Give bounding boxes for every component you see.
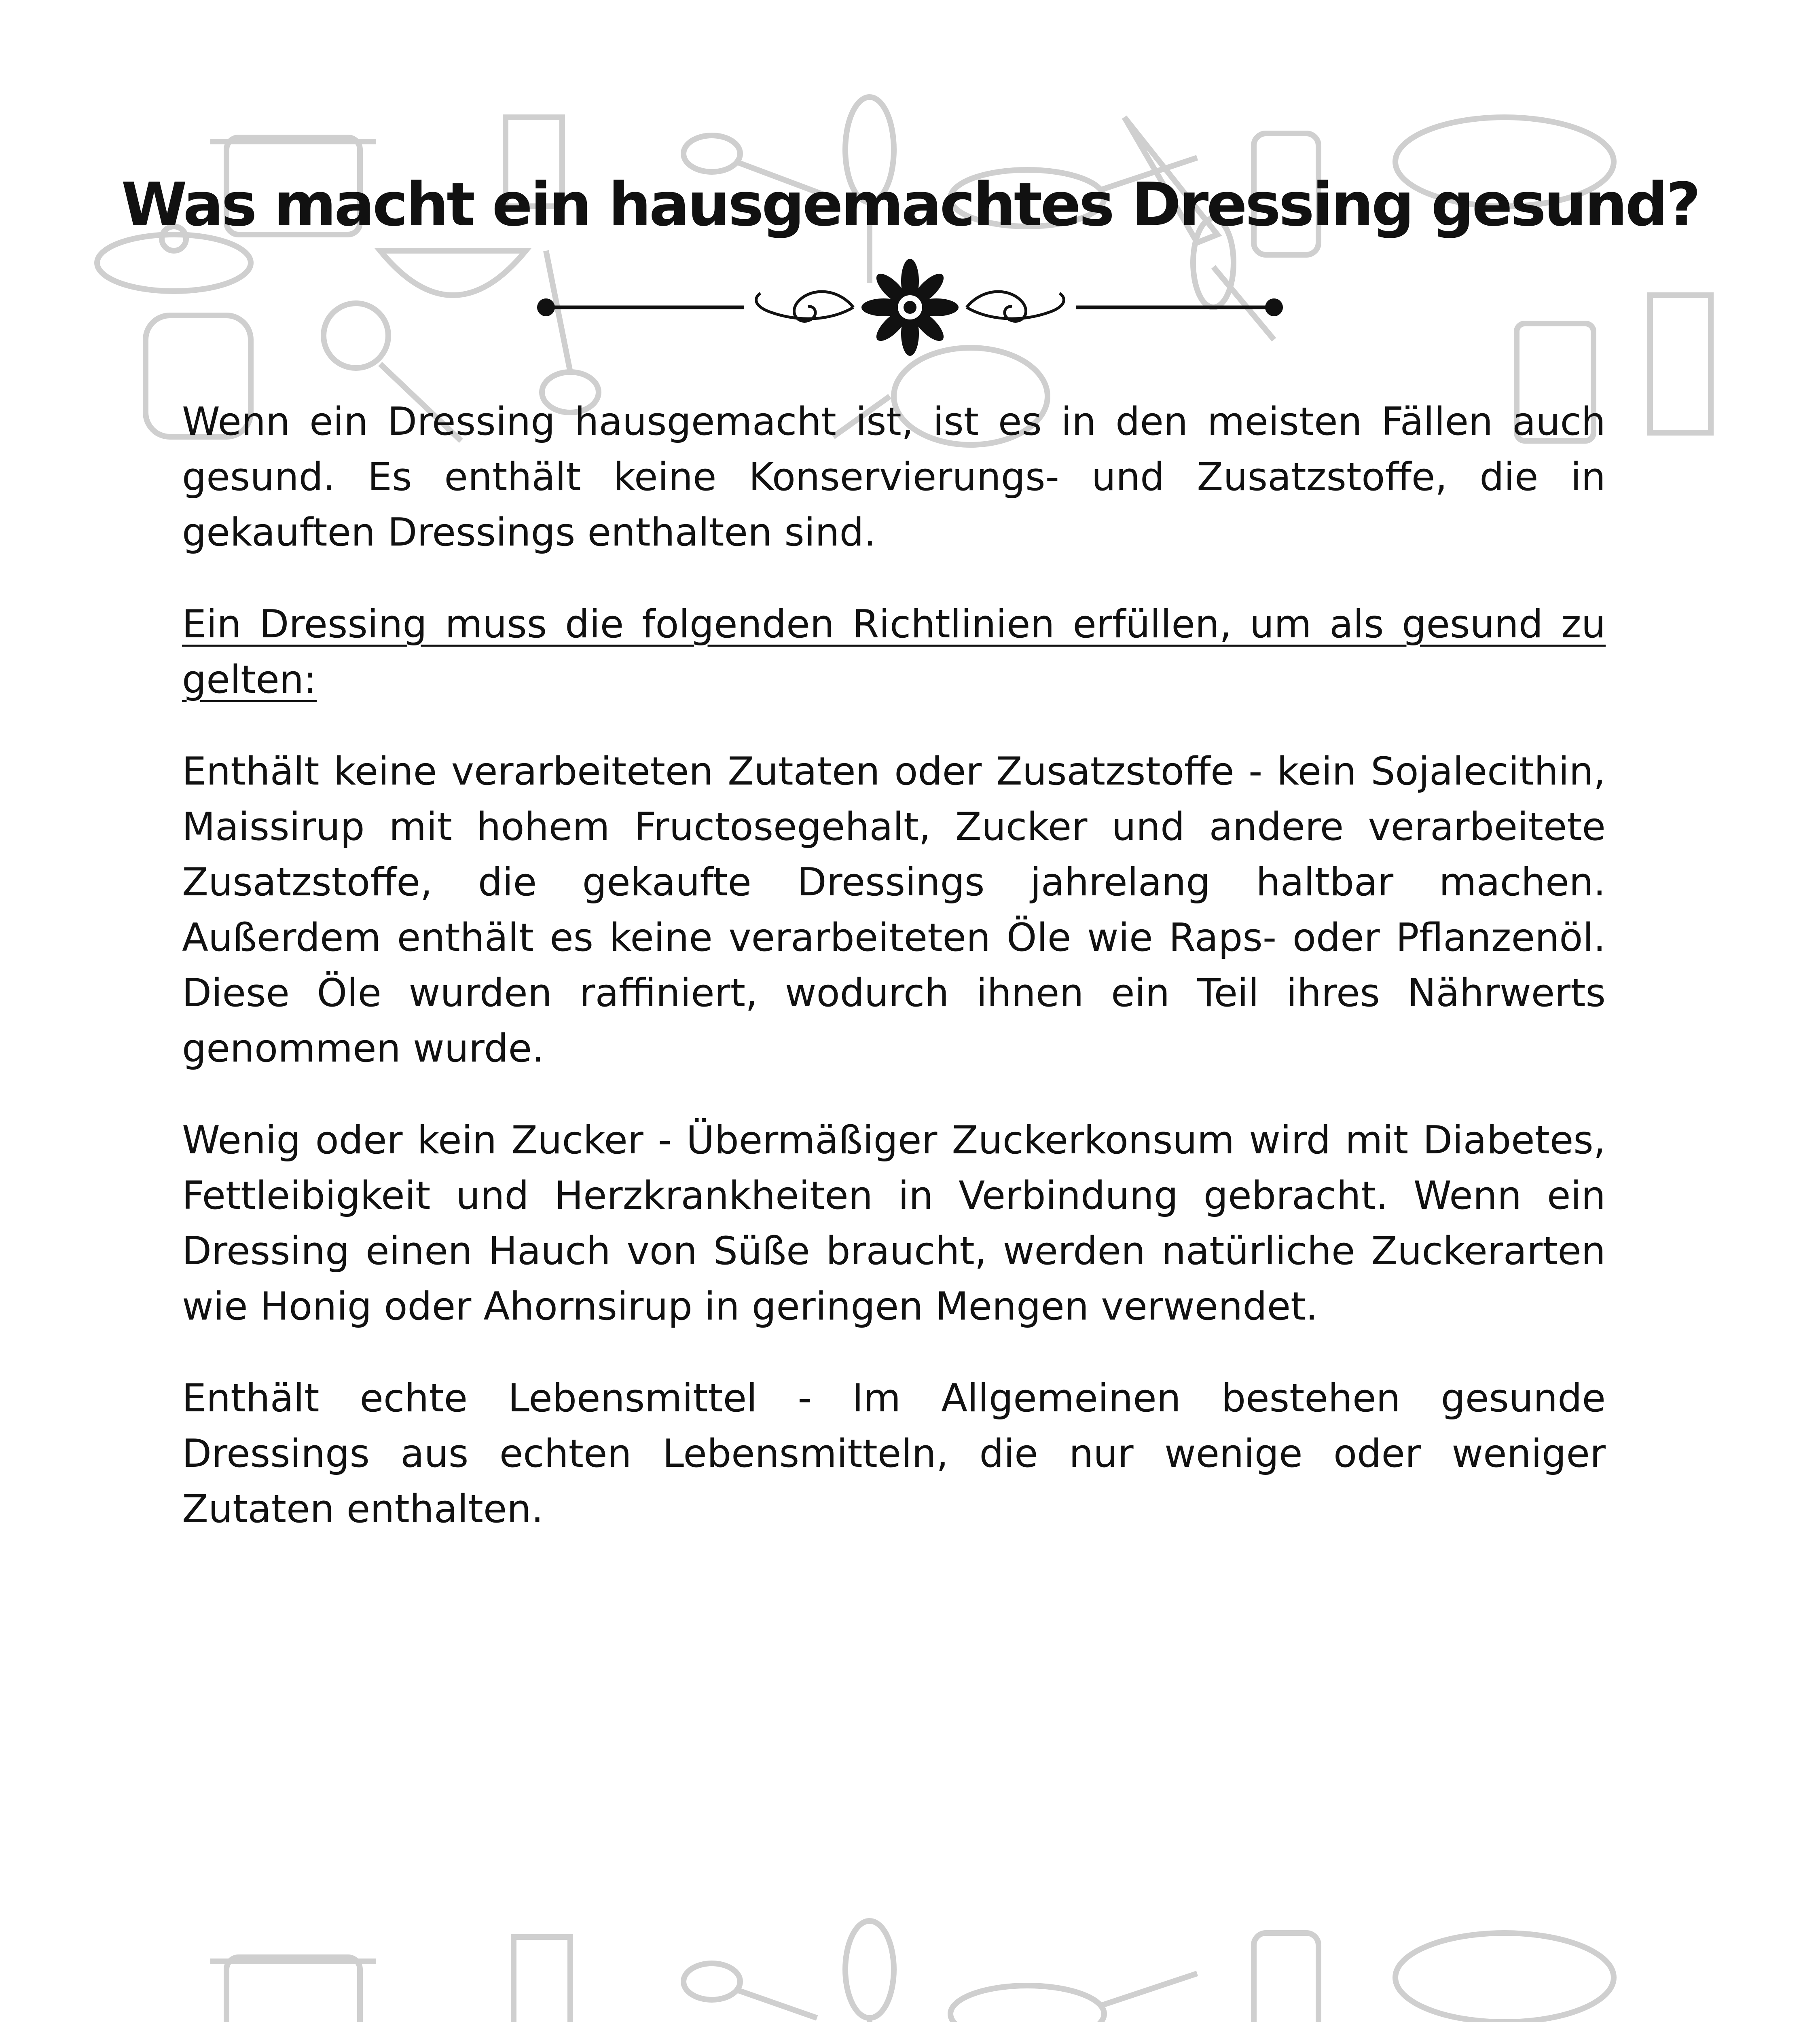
- paragraph-real-food: Enthält echte Lebensmittel - Im Allgemeinen bestehen gesunde Dressings aus echten Lebensmitteln, die nur wenige oder weniger Zutaten enthalten.: [182, 1376, 1606, 1531]
- spoon-icon: [684, 1963, 817, 2018]
- paragraph-intro: Wenn ein Dressing hausgemacht ist, ist es in den meisten Fällen auch gesund. Es enthält keine Konservierungs- und Zusatzstoffe, die in gekauften Dressings enthalten sind.: [182, 400, 1606, 555]
- cake-pan-icon: [1395, 1933, 1614, 2022]
- flourish-flower-icon: [518, 255, 1302, 360]
- glass-icon: [514, 1937, 570, 2022]
- paragraph-no-processed-ingredients: Enthält keine verarbeiteten Zutaten oder Zusatzstoffe - kein Sojalecithin, Maissirup mit hohem Fructosegehalt, Zucker und andere verarbeitete Zusatzstoffe, die gekaufte Dressings jahrelang haltbar machen. Außerdem enthält es keine verarbeiteten Öle wie Raps- oder Pflanzenöl. Diese Öle wurden raffiniert, wodurch ihnen ein Teil ihres Nährwerts genommen wurde.: [182, 749, 1606, 1071]
- kitchen-utensils-background-bottom: [0, 1913, 1820, 2022]
- flourish-divider: [518, 255, 1302, 360]
- article-body: [182, 394, 1606, 1574]
- pot-icon: [210, 1957, 376, 2022]
- paragraph-guideline-heading: Ein Dressing muss die folgenden Richtlinien erfüllen, um als gesund zu gelten:: [182, 602, 1606, 702]
- pan-icon: [950, 1973, 1197, 2022]
- page-title: Was macht ein hausgemachtes Dressing gesund?: [121, 170, 1699, 239]
- paragraph-little-sugar: Wenig oder kein Zucker - Übermäßiger Zuckerkonsum wird mit Diabetes, Fettleibigkeit und Herzkrankheiten in Verbindung gebracht. Wenn ein Dressing einen Hauch von Süße braucht, werden natürliche Zuckerarten wie Honig oder Ahornsirup in geringen Mengen verwendet.: [182, 1118, 1606, 1329]
- whisk-icon: [845, 1921, 894, 2022]
- bowl-icon: [380, 251, 526, 295]
- jug-icon: [1254, 1933, 1318, 2022]
- grater-icon: [1650, 295, 1711, 433]
